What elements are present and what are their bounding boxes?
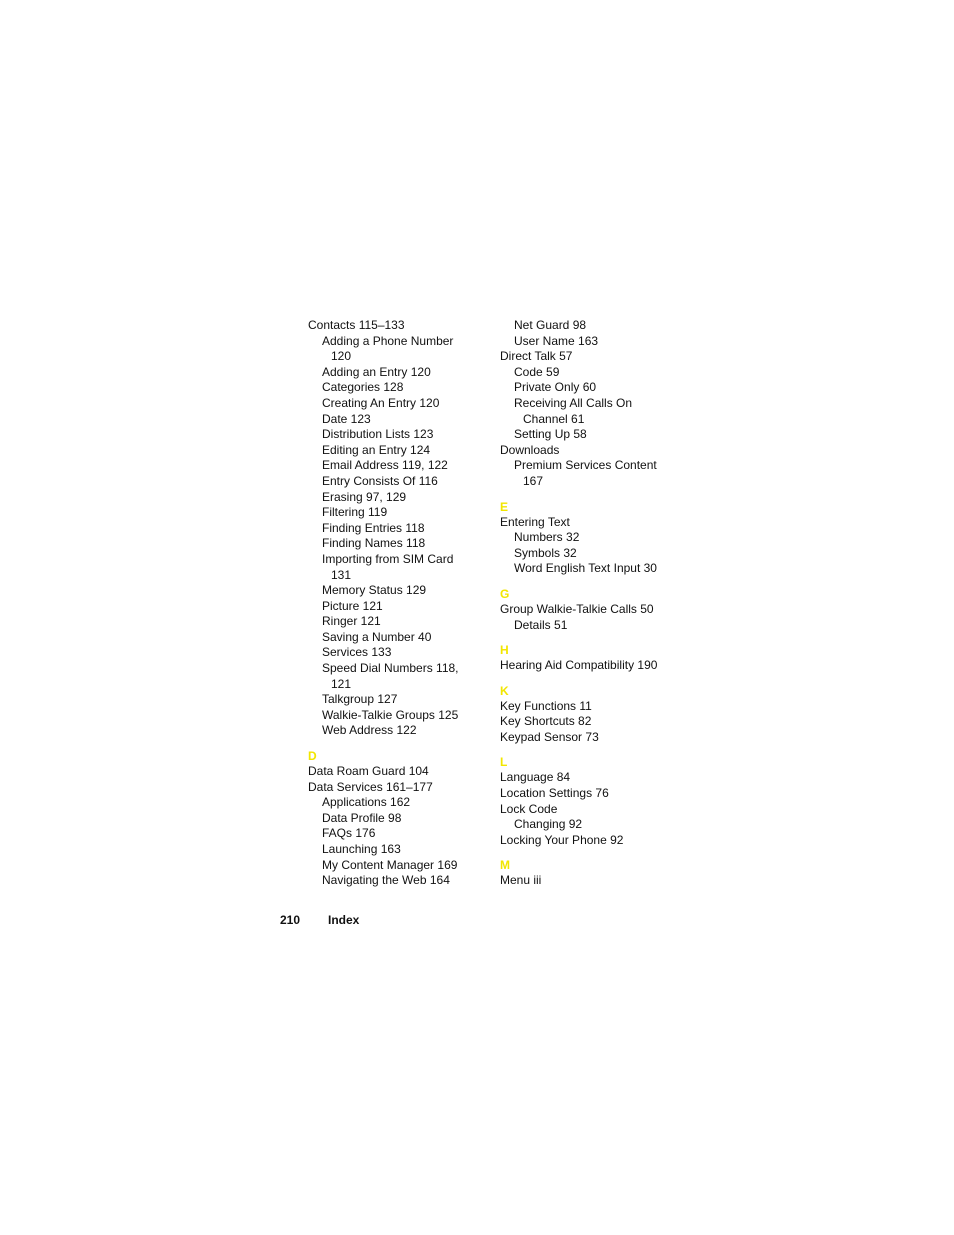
index-subentry: Categories 128 [322,380,404,395]
index-entry: Downloads [500,442,560,457]
index-subentry: Creating An Entry 120 [322,395,440,410]
index-entry: Locking Your Phone 92 [500,832,624,847]
index-subentry: 131 [331,567,352,582]
index-entry: Key Shortcuts 82 [500,714,592,729]
index-subentry: My Content Manager 169 [322,857,458,872]
index-entry: Language 84 [500,770,571,785]
index-entry: Menu iii [500,873,542,888]
index-subentry: Changing 92 [514,817,583,832]
index-entry: Keypad Sensor 73 [500,729,599,744]
index-entry: Direct Talk 57 [500,349,573,364]
index-subentry: Entry Consists Of 116 [322,473,438,488]
index-column-left [308,318,488,889]
index-entry: Hearing Aid Compatibility 190 [500,658,658,673]
index-entry: Key Functions 11 [500,698,592,713]
index-entry: Lock Code [500,801,558,816]
index-subentry: User Name 163 [514,333,599,348]
index-letter-heading: L [500,755,508,770]
index-subentry: Symbols 32 [514,545,577,560]
index-letter-heading: K [500,683,509,698]
index-subentry: Channel 61 [523,411,585,426]
index-subentry: Adding an Entry 120 [322,364,431,379]
index-subentry: Receiving All Calls On [514,395,633,410]
index-entry: Data Roam Guard 104 [308,764,429,779]
index-letter-heading: G [500,586,510,601]
index-subentry: Services 133 [322,645,392,660]
index-subentry: Erasing 97, 129 [322,489,407,504]
index-subentry: Saving a Number 40 [322,629,432,644]
index-letter-heading: H [500,643,509,658]
index-subentry: Picture 121 [322,598,383,613]
index-subentry: Memory Status 129 [322,583,427,598]
index-subentry: Applications 162 [322,795,411,810]
index-subentry: Talkgroup 127 [322,692,398,707]
index-subentry: 167 [523,473,544,488]
index-entry: Group Walkie-Talkie Calls 50 [500,601,654,616]
index-subentry: Code 59 [514,364,560,379]
index-subentry: Net Guard 98 [514,318,587,332]
index-subentry: Email Address 119, 122 [322,458,448,473]
index-subentry: 120 [331,349,352,364]
index-entry: Entering Text [500,514,570,529]
index-subentry: Ringer 121 [322,614,381,629]
index-subentry: Word English Text Input 30 [514,561,657,576]
index-subentry: Numbers 32 [514,530,580,545]
index-subentry: Setting Up 58 [514,427,587,442]
index-letter-heading: D [308,749,317,764]
index-subentry: Editing an Entry 124 [322,442,431,457]
index-subentry: Finding Names 118 [322,536,426,551]
index-entry: Contacts 115–133 [308,318,405,332]
index-subentry: Speed Dial Numbers 118, [322,661,459,676]
index-subentry: Details 51 [514,617,568,632]
index-subentry: Navigating the Web 164 [322,873,450,888]
index-subentry: Walkie-Talkie Groups 125 [322,707,459,722]
index-subentry: Finding Entries 118 [322,520,425,535]
page-footer [280,912,359,928]
index-subentry: Premium Services Content [514,458,657,473]
index-subentry: FAQs 176 [322,826,376,841]
index-subentry: Web Address 122 [322,723,417,738]
index-subentry: Importing from SIM Card [322,551,454,566]
index-subentry: Adding a Phone Number [322,333,454,348]
index-subentry: Data Profile 98 [322,810,402,825]
index-letter-heading: M [500,858,510,873]
index-letter-heading: E [500,499,509,514]
page-number: 210 [280,913,301,927]
index-column-right [500,318,680,889]
index-subentry: Distribution Lists 123 [322,427,434,442]
index-subentry: Date 123 [322,411,371,426]
index-subentry: Launching 163 [322,842,401,856]
index-subentry: Filtering 119 [322,505,388,520]
index-entry: Location Settings 76 [500,786,609,801]
index-subentry: 121 [331,676,352,691]
section-title: Index [328,913,360,927]
index-subentry: Private Only 60 [514,380,597,395]
index-entry: Data Services 161–177 [308,779,433,794]
